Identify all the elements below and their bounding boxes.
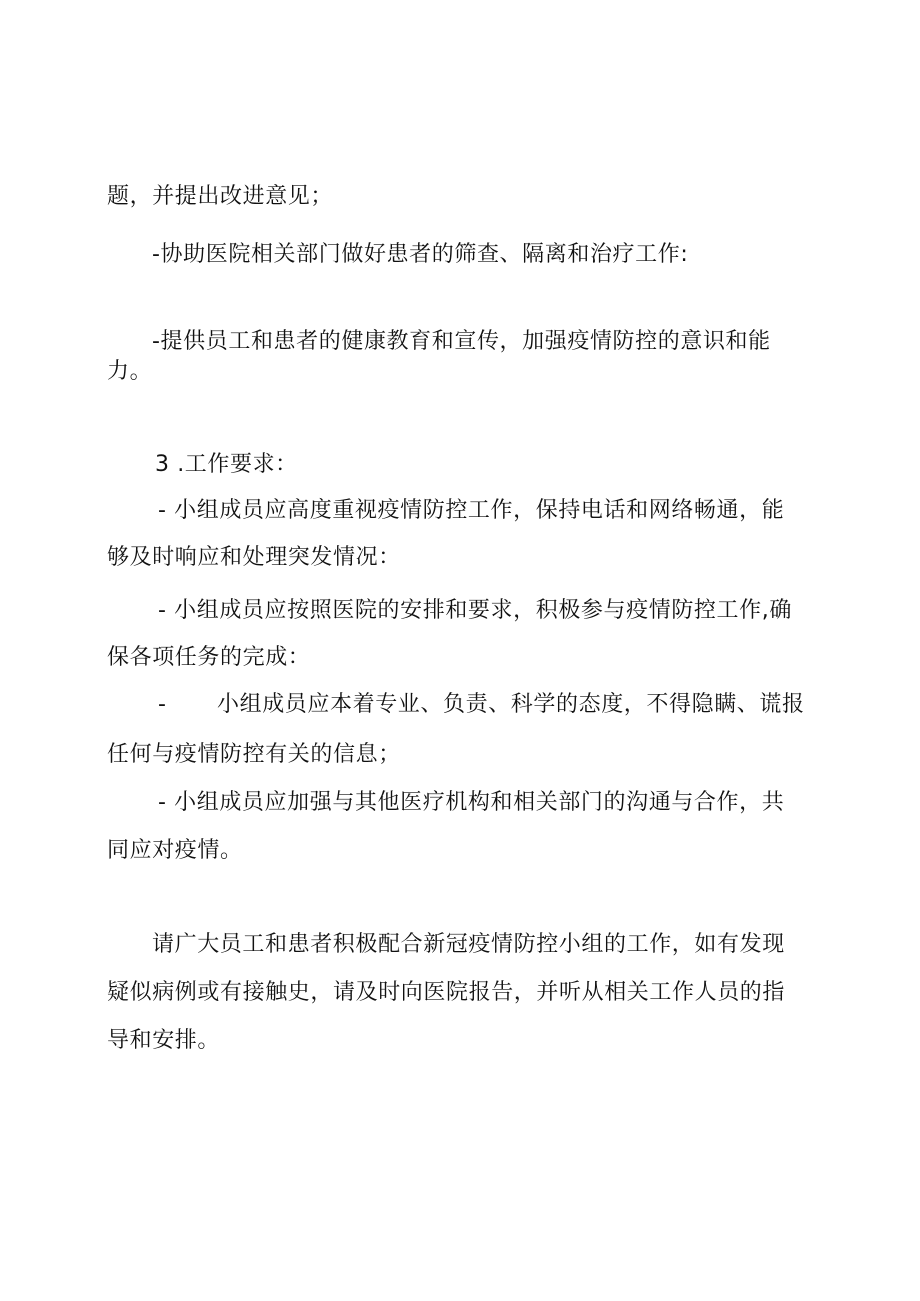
text-line-11: - 小组成员应加强与其他医疗机构和相关部门的沟通与合作，共 (158, 790, 785, 815)
text-line-3: -提供员工和患者的健康教育和宣传，加强疫情防控的意识和能 (152, 329, 771, 354)
text-line-6: 够及时响应和处理突发情况： (107, 545, 401, 570)
text-line-7: - 小组成员应按照医院的安排和要求，积极参与疫情防控工作,确 (158, 598, 792, 623)
text-line-5: - 小组成员应高度重视疫情防控工作，保持电话和网络畅通，能 (158, 498, 785, 523)
text-line-9: 小组成员应本着专业、负责、科学的态度，不得隐瞒、谎报 (217, 692, 805, 717)
text-dash-9: - (158, 692, 167, 717)
section-heading: 3 .工作要求： (155, 452, 298, 477)
text-line-14: 疑似病例或有接触史，请及时向医院报告，并听从相关工作人员的指 (107, 980, 786, 1005)
text-line-12: 同应对疫情。 (107, 838, 243, 863)
text-line-15: 导和安排。 (107, 1028, 221, 1053)
text-line-1: 题，并提出改进意见； (107, 184, 334, 209)
text-line-4: 力。 (107, 359, 153, 384)
text-line-8: 保各项任务的完成： (107, 645, 311, 670)
text-line-10: 任何与疫情防控有关的信息； (107, 742, 401, 767)
text-line-13: 请广大员工和患者积极配合新冠疫情防控小组的工作，如有发现 (152, 932, 785, 957)
text-line-2: -协助医院相关部门做好患者的筛查、隔离和治疗工作: (152, 242, 689, 267)
